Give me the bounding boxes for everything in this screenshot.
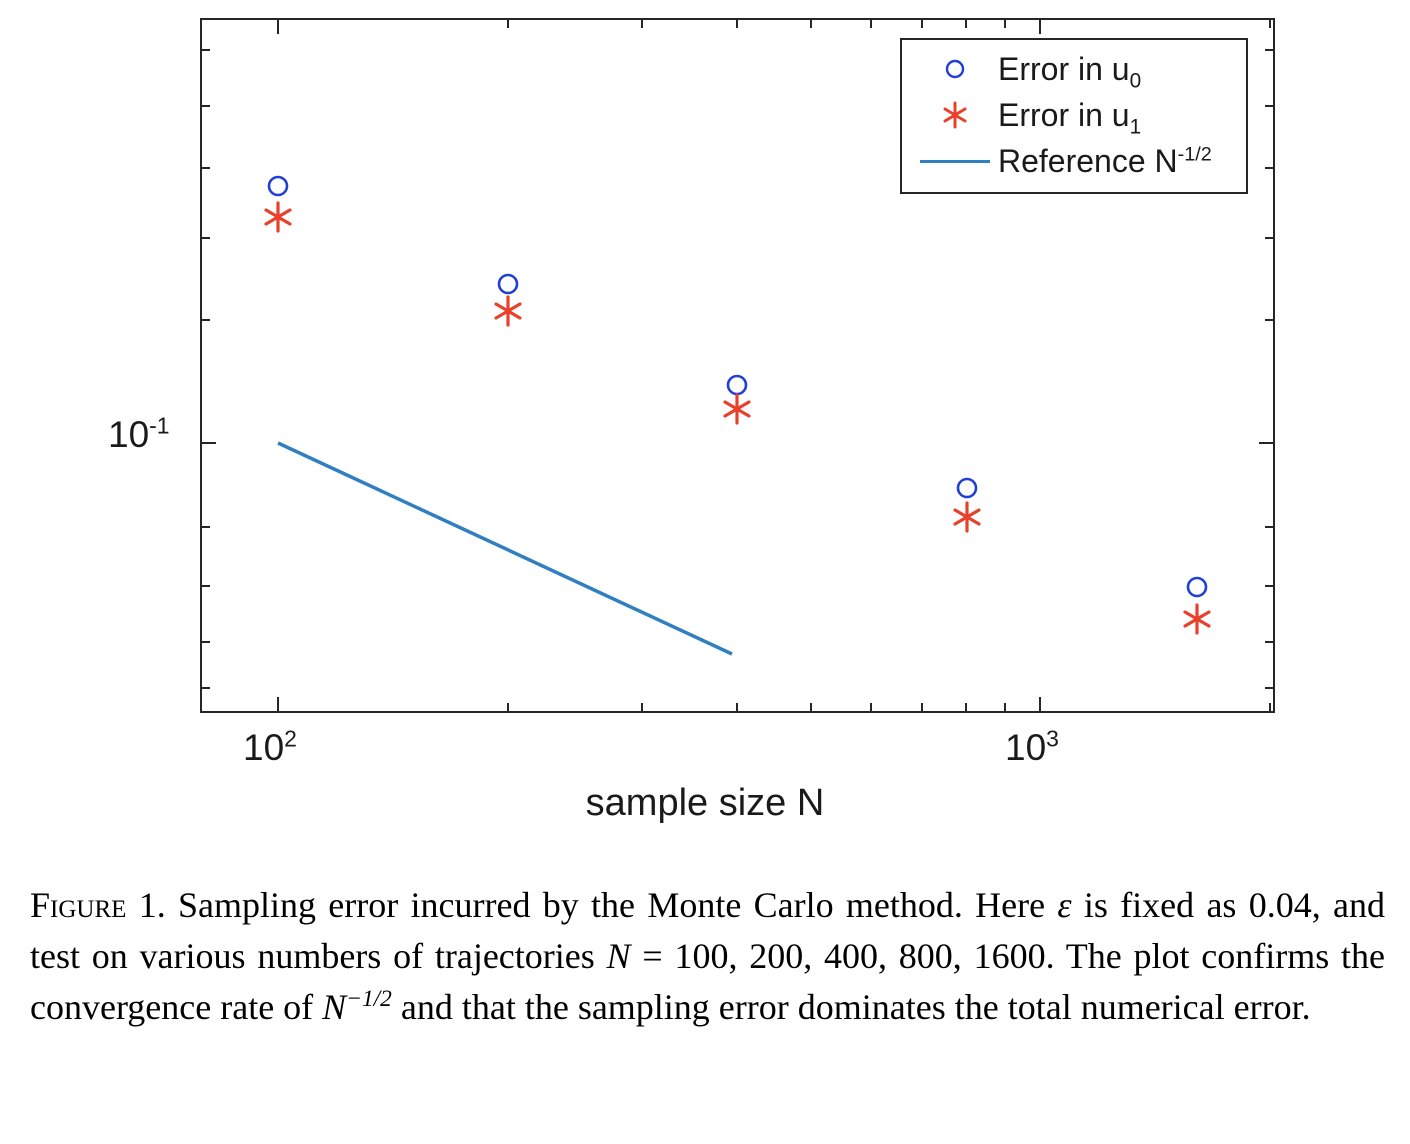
caption-figure-number: 1. [138, 885, 166, 925]
figure-caption [30, 880, 1385, 1033]
x-axis-title: sample size N [585, 782, 825, 824]
legend-label-reference: Reference $N^{-1/2}$ [998, 142, 1212, 179]
caption-N-italic2: N [322, 987, 347, 1028]
series-error-u0 [269, 177, 1206, 596]
legend-item-reference [912, 138, 1236, 184]
caption-figure-label: Figure [30, 885, 127, 925]
legend-item-error-u1 [912, 92, 1236, 138]
circle-marker-icon [912, 56, 998, 82]
plot-area [200, 18, 1275, 713]
legend [900, 38, 1248, 194]
caption-line4: and that the sampling error dominates the total numerical error. [400, 987, 1311, 1028]
line-marker-icon [912, 160, 998, 163]
caption-line2b: = [630, 936, 663, 977]
caption-epsilon: ε [1057, 885, 1072, 925]
asterisk-marker-icon [912, 100, 998, 130]
series-error-u1 [266, 203, 1209, 633]
caption-exponent: −1/2 [346, 986, 392, 1013]
caption-line3a: 100, 200, 400, 800, 1600. The plot confirms the convergence rate of [30, 936, 1385, 1028]
legend-item-error-u0 [912, 46, 1236, 92]
xtick-label-1e2: $10^2$ [243, 725, 297, 768]
legend-label-error-u1: Error in $u_1$ [998, 96, 1142, 138]
caption-line2a: is fixed as 0.04, and test on various numbers of trajectories [30, 885, 1386, 977]
xtick-label-1e3: $10^3$ [1005, 725, 1059, 768]
ytick-label-1e-1: $10^{-1}$ [108, 412, 170, 455]
caption-line1: Sampling error incurred by the Monte Carlo method. Here [178, 885, 1046, 925]
legend-label-error-u0: Error in $u_0$ [998, 50, 1142, 92]
caption-N-italic: N [606, 936, 631, 977]
reference-line [278, 443, 732, 654]
